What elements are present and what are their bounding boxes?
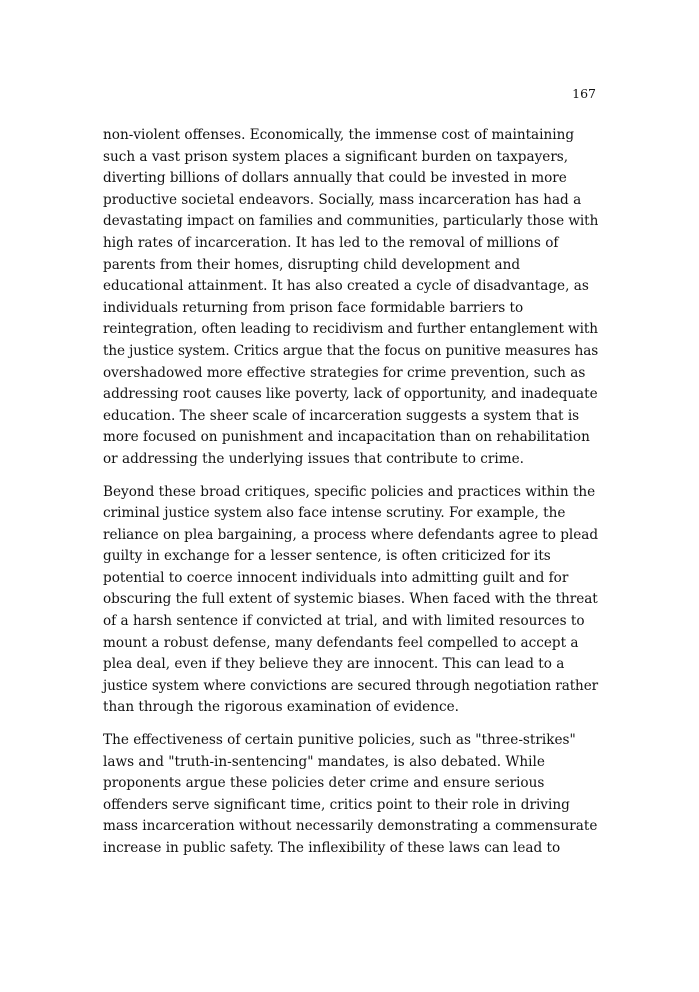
text-line: increase in public safety. The inflexibility of these laws can lead to (103, 840, 561, 856)
text-line: guilty in exchange for a lesser sentence, is often criticized for its (103, 548, 551, 565)
text-line: such a vast prison system places a significant burden on taxpayers, (103, 148, 569, 165)
text-line: the justice system. Critics argue that the focus on punitive measures has (103, 342, 599, 359)
text-line: than through the rigorous examination of evidence. (103, 699, 459, 716)
text-line: non-violent offenses. Economically, the immense cost of maintaining (103, 127, 575, 143)
text-line: potential to coerce innocent individuals into admitting guilt and for (103, 569, 569, 586)
text-line: addressing root causes like poverty, lack of opportunity, and inadequate (103, 386, 598, 403)
text-line: mount a robust defense, many defendants feel compelled to accept a (103, 634, 579, 651)
text-line: diverting billions of dollars annually that could be invested in more (103, 170, 567, 187)
text-line: obscuring the full extent of systemic biases. When faced with the threat (103, 591, 598, 608)
paragraph (103, 482, 598, 720)
text-line: reintegration, often leading to recidivism and further entanglement with (103, 321, 598, 338)
text-line: devastating impact on families and communities, particularly those with (103, 213, 599, 230)
text-line: of a harsh sentence if convicted at trial, and with limited resources to (103, 613, 585, 630)
page-number: 167 (572, 86, 596, 101)
text-line: mass incarceration without necessarily demonstrating a commensurate (103, 818, 598, 835)
text-line: productive societal endeavors. Socially, mass incarceration has had a (103, 191, 582, 208)
paragraph (103, 125, 598, 471)
text-line: reliance on plea bargaining, a process where defendants agree to plead (103, 526, 599, 543)
text-line: proponents argue these policies deter crime and ensure serious (103, 775, 545, 792)
text-line: or addressing the underlying issues that contribute to crime. (103, 450, 524, 467)
body-text (103, 125, 598, 871)
text-line: plea deal, even if they believe they are innocent. This can lead to a (103, 656, 565, 673)
text-line: offenders serve significant time, critics point to their role in driving (103, 796, 570, 813)
text-line: individuals returning from prison face formidable barriers to (103, 299, 524, 316)
text-line: The effectiveness of certain punitive policies, such as "three-strikes" (103, 732, 576, 749)
paragraph (103, 730, 598, 860)
text-line: education. The sheer scale of incarceration suggests a system that is (103, 407, 580, 424)
text-line: educational attainment. It has also created a cycle of disadvantage, as (103, 278, 589, 295)
text-line: justice system where convictions are secured through negotiation rather (103, 677, 599, 694)
text-line: Beyond these broad critiques, specific policies and practices within the (103, 483, 596, 500)
text-line: laws and "truth-in-sentencing" mandates, is also debated. While (103, 753, 545, 770)
text-line: parents from their homes, disrupting child development and (103, 256, 521, 273)
text-line: overshadowed more effective strategies for crime prevention, such as (103, 364, 586, 381)
text-line: criminal justice system also face intense scrutiny. For example, the (103, 505, 566, 522)
text-line: more focused on punishment and incapacitation than on rehabilitation (103, 429, 590, 446)
text-line: high rates of incarceration. It has led to the removal of millions of (103, 234, 559, 251)
